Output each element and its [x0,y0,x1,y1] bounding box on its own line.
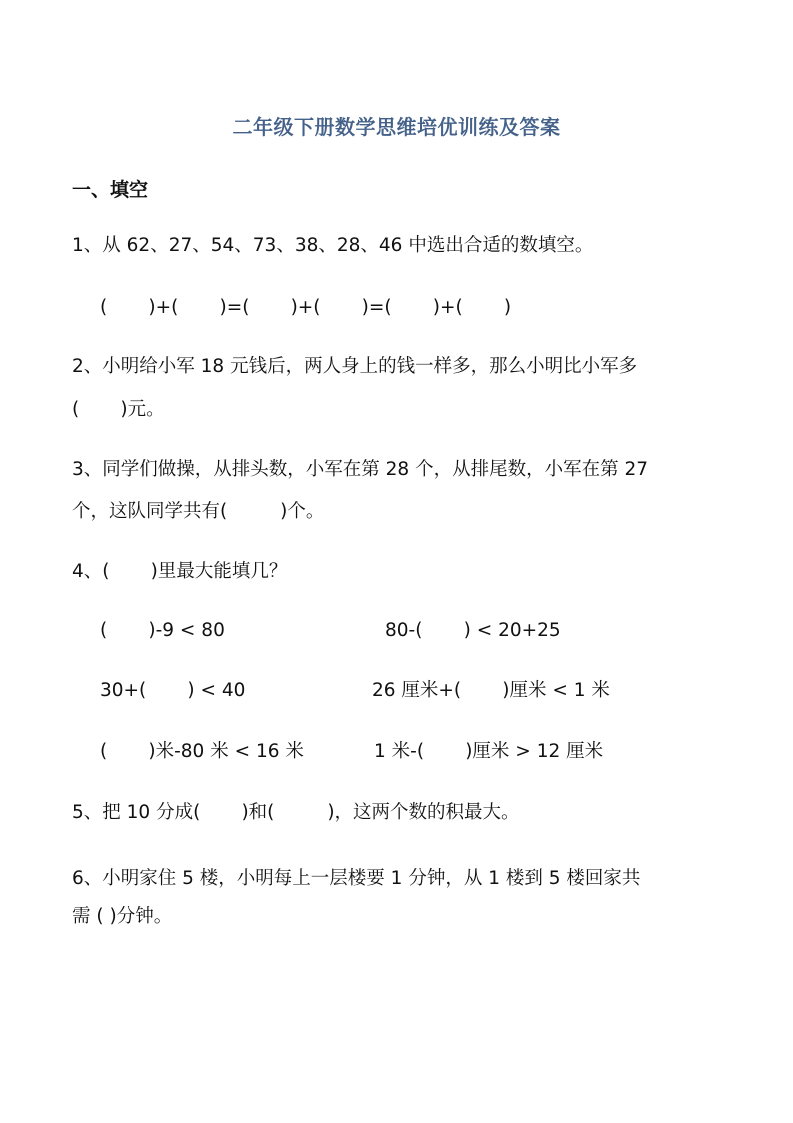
question-5-text: 5、把 10 分成( )和( )，这两个数的积最大。 [72,802,520,823]
document-title: 二年级下册数学思维培优训练及答案 [232,115,561,139]
question-4-item-3: 30+( ) < 40 [100,680,246,701]
question-4-item-2: 80-( ) < 20+25 [385,620,561,641]
question-3-line-2: 个，这队同学共有( )个。 [72,501,325,522]
question-2-line-2: ( )元。 [72,399,165,420]
question-1-blanks: ( )+( )=( )+( )=( )+( ) [100,297,512,318]
question-4-item-5: ( )米-80 米 < 16 米 [100,741,304,762]
question-6-line-1: 6、小明家住 5 楼，小明每上一层楼要 1 分钟，从 1 楼到 5 楼回家共 [72,868,641,889]
question-1-text: 1、从 62、27、54、73、38、28、46 中选出合适的数填空。 [72,235,594,256]
question-4-prompt: 4、( )里最大能填几？ [72,561,288,582]
question-4-item-6: 1 米-( )厘米 > 12 厘米 [374,741,604,762]
question-6-line-2: 需 ( )分钟。 [72,906,173,927]
question-4-item-1: ( )-9 < 80 [100,620,225,641]
question-4-item-4: 26 厘米+( )厘米 < 1 米 [372,680,610,701]
section-heading-fill-blanks: 一、填空 [72,179,149,201]
question-3-line-1: 3、同学们做操，从排头数，小军在第 28 个，从排尾数，小军在第 27 [72,459,648,480]
question-2-line-1: 2、小明给小军 18 元钱后，两人身上的钱一样多，那么小明比小军多 [72,356,638,377]
